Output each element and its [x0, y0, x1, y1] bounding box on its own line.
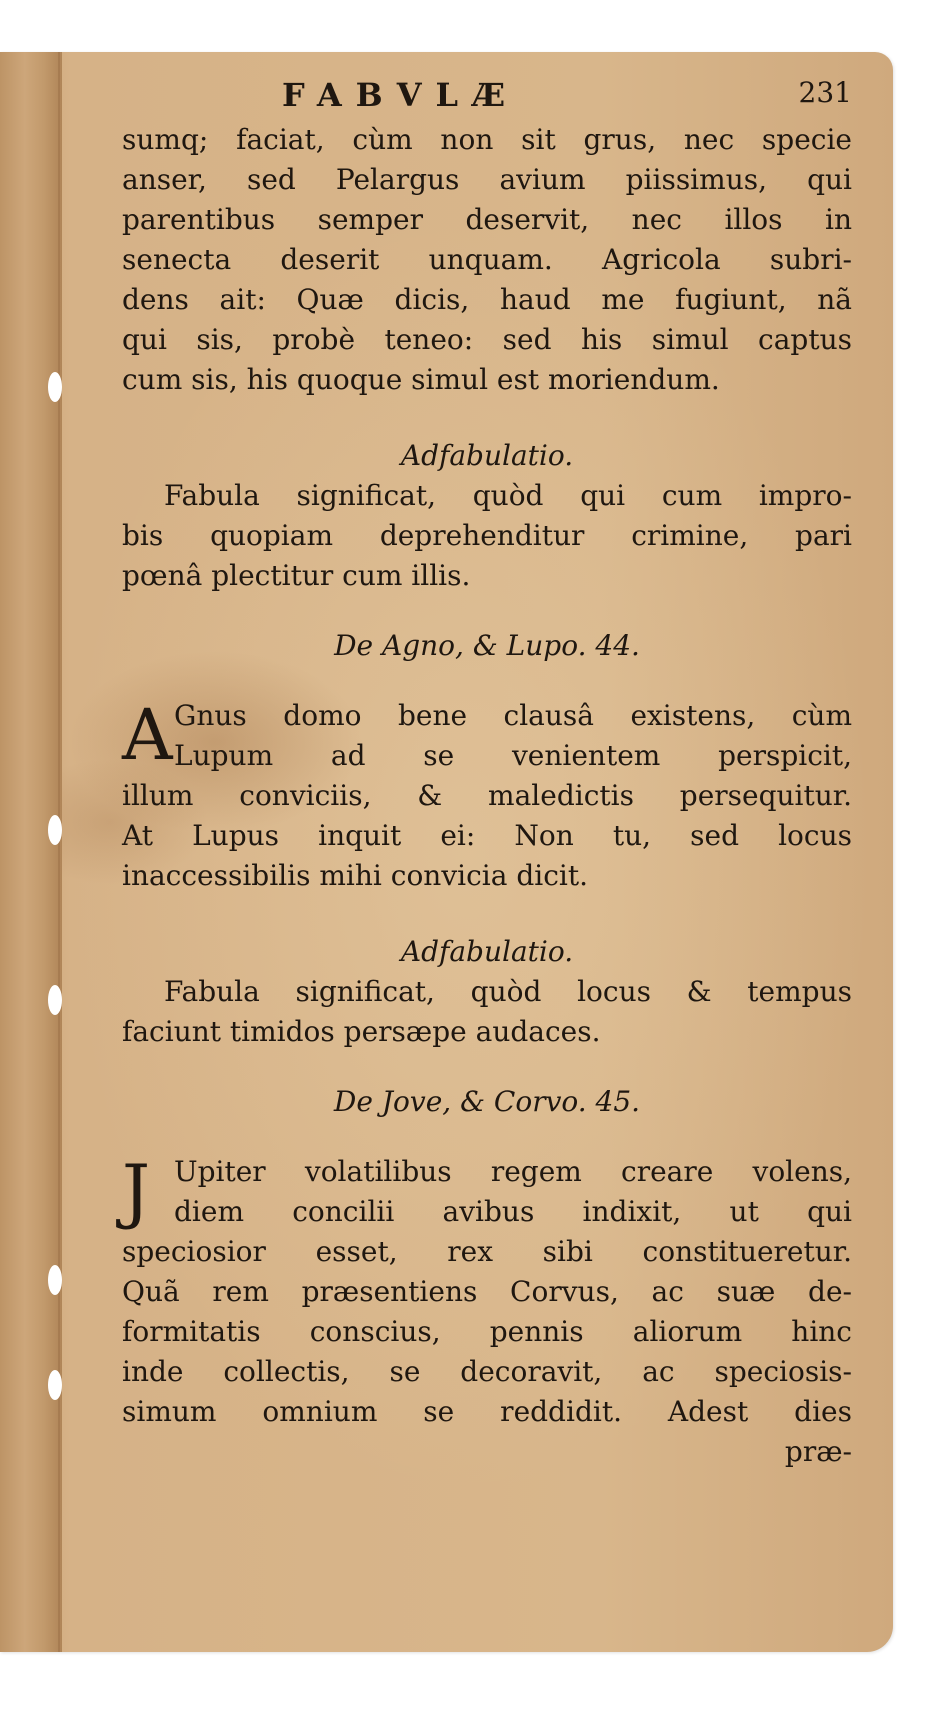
text-line: faciunt timidos persæpe audaces. [122, 1015, 601, 1048]
moral-heading: Adfabulatio. [400, 439, 574, 472]
binding-hole [48, 1265, 62, 1295]
fable-title: De Jove, & Corvo. 45. [333, 1085, 641, 1118]
page-gutter [0, 52, 62, 1652]
binding-hole [48, 985, 62, 1015]
text-line: Fabula significat, quòd qui cum impro- [164, 479, 852, 512]
running-header [122, 76, 852, 120]
text-line: diem concilii avibus indixit, ut qui [174, 1195, 852, 1228]
moral-paragraph [122, 476, 852, 596]
text-line: bis quopiam deprehenditur crimine, pari [122, 519, 852, 552]
binding-hole [48, 1370, 62, 1400]
text-line: inaccessibilis mihi convicia dicit. [122, 859, 589, 892]
fable-title: De Agno, & Lupo. 44. [334, 629, 640, 662]
text-line: Fabula significat, quòd locus & tempus [164, 975, 852, 1008]
catchword: præ- [784, 1435, 852, 1468]
text-line: pœnâ plectitur cum illis. [122, 559, 471, 592]
binding-hole [48, 372, 62, 402]
text-line: illum conviciis, & maledictis persequitur. [122, 779, 852, 812]
text-line: parentibus semper deservit, nec illos in [122, 203, 852, 236]
running-title: FABVLÆ [282, 76, 520, 114]
binding-crease [58, 52, 60, 1652]
text-line: speciosior esset, rex sibi constitueretur. [122, 1235, 852, 1268]
text-line: formitatis conscius, pennis aliorum hinc [122, 1315, 852, 1348]
page-number: 231 [798, 76, 852, 109]
text-line: Upiter volatilibus regem creare volens, [174, 1155, 852, 1188]
text-line: sumq; faciat, cùm non sit grus, nec specie [122, 123, 852, 156]
text-line: simum omnium se reddidit. Adest dies [122, 1395, 852, 1428]
binding-hole [48, 815, 62, 845]
page-text [122, 76, 852, 1472]
text-line: anser, sed Pelargus avium piissimus, qui [122, 163, 852, 196]
text-line: At Lupus inquit ei: Non tu, sed locus [122, 819, 852, 852]
fable-paragraph [122, 1152, 852, 1432]
drop-cap: A [122, 694, 173, 776]
moral-paragraph [122, 972, 852, 1052]
text-line: qui sis, probè teneo: sed his simul captus [122, 323, 852, 356]
text-line: Quã rem præsentiens Corvus, ac suæ de- [122, 1275, 852, 1308]
text-line: cum sis, his quoque simul est moriendum. [122, 363, 720, 396]
intro-paragraph [122, 120, 852, 400]
text-line: Gnus domo bene clausâ existens, cùm [174, 699, 852, 732]
text-line: inde collectis, se decoravit, ac speciosis- [122, 1355, 852, 1388]
drop-cap: J [122, 1150, 151, 1232]
text-line: Lupum ad se venientem perspicit, [174, 739, 852, 772]
text-line: dens ait: Quæ dicis, haud me fugiunt, nã [122, 283, 852, 316]
moral-heading: Adfabulatio. [400, 935, 574, 968]
text-line: senecta deserit unquam. Agricola subri- [122, 243, 852, 276]
fable-paragraph [122, 696, 852, 896]
